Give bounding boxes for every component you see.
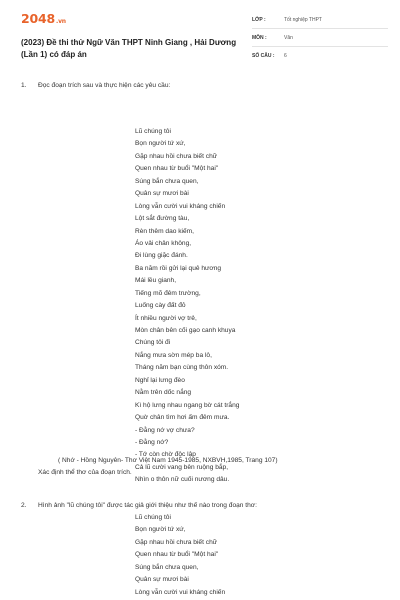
poem-line: Lũ chúng tôi	[135, 514, 171, 521]
poem-line: Quen nhau từ buổi "Một hai"	[135, 165, 219, 173]
meta-value: 6	[284, 53, 287, 59]
poem-line: Gặp nhau hồi chưa biết chữ	[135, 152, 218, 160]
poem-line: Nằm trên dốc nắng	[135, 389, 192, 397]
poem-line: - Tớ còn chờ độc lập	[135, 451, 196, 459]
poem-line: Quen nhau từ buổi "Một hai"	[135, 551, 219, 559]
poem-line: Lòng vẫn cười vui kháng chiến	[135, 588, 226, 596]
poem-line: Bọn người tứ xứ,	[135, 140, 186, 148]
poem-line: Luống cày đất đỏ	[135, 302, 186, 310]
poem-line: Chúng tôi đi	[135, 339, 171, 347]
question-prompt: Hình ảnh "lũ chúng tôi" được tác giả giới thiệu như thế nào trong đoạn thơ:	[38, 502, 257, 509]
exam-meta-table	[252, 11, 388, 65]
poem-line: Lòng vẫn cười vui kháng chiến	[135, 202, 226, 210]
poem-line: Tháng năm bạn cùng thôn xóm.	[135, 364, 229, 372]
site-logo[interactable]	[21, 11, 66, 26]
meta-row-question-count	[252, 47, 388, 65]
meta-label: LỚP :	[252, 16, 266, 23]
question-2-poem	[135, 512, 225, 599]
poem-line: Ít nhiều người vợ trẻ,	[135, 314, 197, 322]
meta-value: Văn	[284, 34, 293, 41]
poem-line: Cả lũ cười vang bên ruộng bắp,	[135, 463, 229, 471]
poem-line: Nắng mưa sờn mép ba lô,	[135, 351, 212, 359]
poem-line: Mái lều gianh,	[135, 277, 177, 285]
poem-line: Lột sắt đường tàu,	[135, 215, 190, 223]
poem-line: Mòn chân bên cối gạo canh khuya	[135, 327, 236, 334]
poem-line: Ba năm rồi gửi lại quê hương	[135, 264, 222, 272]
question-task: Xác định thể thơ của đoạn trích.	[38, 469, 132, 476]
poem-line: Quờ chân tìm hơi ấm đêm mưa.	[135, 414, 230, 422]
question-prompt: Đọc đoạn trích sau và thực hiện các yêu cầu:	[38, 82, 171, 89]
poem-line: - Đằng nớ?	[135, 438, 169, 446]
poem-line: Rèn thêm dao kiếm,	[135, 227, 195, 235]
poem-line: Gặp nhau hồi chưa biết chữ	[135, 538, 218, 546]
logo-suffix: .vn	[56, 18, 66, 25]
poem-line: - Đằng nớ vợ chưa?	[135, 426, 195, 434]
page-title: (2023) Đề thi thử Ngữ Văn THPT Ninh Giang , Hải Dương (Lần 1) có đáp án	[21, 38, 237, 59]
meta-value: Tốt nghiệp THPT	[284, 16, 322, 23]
poem-line: Nhìn o thôn nữ cuối nương dâu.	[135, 476, 230, 484]
meta-row-class	[252, 11, 388, 29]
logo-main: 2048	[21, 11, 55, 26]
poem-line: Bọn người tứ xứ,	[135, 526, 186, 534]
poem-line: Lũ chúng tôi	[135, 128, 171, 135]
poem-line: Súng bắn chưa quen,	[135, 563, 199, 571]
poem-line: Đi lùng giặc đánh.	[135, 252, 188, 260]
poem-line: Nghỉ lại lưng đèo	[135, 376, 185, 384]
poem-line: Súng bắn chưa quen,	[135, 177, 199, 185]
question-number: 1.	[21, 82, 27, 89]
question-number: 2.	[21, 502, 27, 509]
meta-label: MÔN :	[252, 34, 267, 41]
poem-line: Quân sự mươi bài	[135, 190, 189, 198]
document-header	[0, 0, 400, 78]
poem-line: Áo vải chân không,	[135, 239, 192, 247]
poem-line: Tiếng mõ đêm trường,	[135, 289, 201, 297]
question-1-poem	[135, 126, 239, 487]
meta-row-subject	[252, 29, 388, 47]
poem-source: ( Nhớ - Hồng Nguyên- Thơ Việt Nam 1945-1985, NXBVH,1985, Trang 107)	[58, 457, 278, 464]
poem-line: Kì hộ lưng nhau ngang bờ cát trắng	[135, 401, 240, 409]
meta-label: SỐ CÂU :	[252, 53, 275, 59]
poem-line: Quân sự mươi bài	[135, 576, 189, 584]
